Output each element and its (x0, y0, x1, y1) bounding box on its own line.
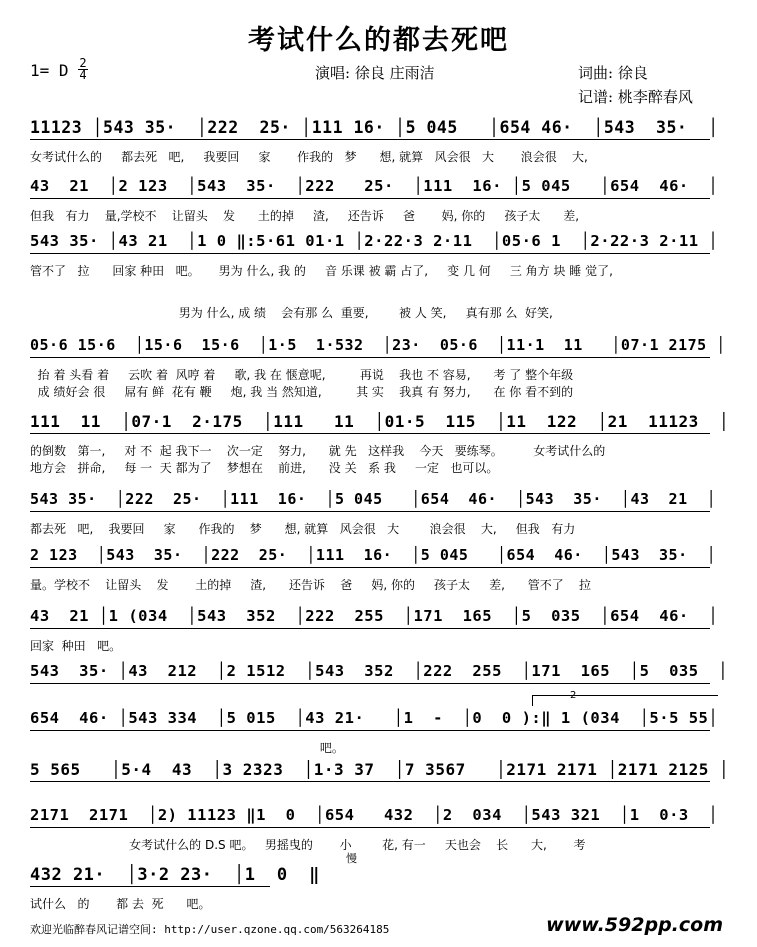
notation-line: 543 35· │222 25· │111 16· │5 045 │654 46· │543 35· │43 21 │ (30, 490, 717, 508)
notation-line: 05·6 15·6 │15·6 15·6 │1·5 1·532 │23· 05·6 │11·1 11 │07·1 2175 │ (30, 336, 726, 354)
composer: 词曲: 徐良 (578, 64, 648, 82)
beam-line (30, 433, 710, 435)
beam-line (30, 886, 270, 888)
beam-line (30, 357, 710, 359)
lyric-line: 女考试什么的 都去死 吧, 我要回 家 作我的 梦 想, 就算 风会很 大 浪会很 大, (30, 150, 588, 164)
beam-line (30, 567, 710, 569)
volta-bracket (532, 695, 718, 706)
lyric-line: 的倒数 第一, 对 不 起 我下一 次一定 努力, 就 先 这样我 今天 要练琴。 女考试什么的 (30, 444, 606, 458)
lyric-line-second: 地方会 拼命, 每 一 天 都为了 梦想在 前进, 没 关 系 我 一定 也可以。 (30, 461, 499, 475)
notation-line: 543 35· │43 212 │2 1512 │543 352 │222 255 │171 165 │5 035 │ (30, 662, 729, 680)
slow-marking: 慢 (346, 852, 357, 865)
song-title: 考试什么的都去死吧 (248, 25, 509, 56)
meter-top: 2 (79, 56, 87, 70)
notation-line: 43 21 │1 (034 │543 352 │222 255 │171 165 │5 035 │654 46· │ (30, 607, 719, 625)
beam-line (30, 511, 710, 513)
lyric-line: 吧。 (30, 741, 344, 755)
lyric-line: 但我 有力 量,学校不 让留头 发 土的掉 渣, 还告诉 爸 妈, 你的 孩子太 差, (30, 209, 580, 223)
beam-line (30, 198, 710, 200)
lyric-line: 试什么 的 都 去 死 吧。 (30, 897, 211, 911)
time-signature (78, 58, 88, 81)
notation-line: 11123 │543 35· │222 25· │111 16· │5 045 │654 46· │543 35· │ (30, 118, 719, 137)
meter-bottom: 4 (79, 68, 87, 82)
volta-label: 2 (570, 690, 577, 701)
beam-line (30, 827, 710, 829)
lyric-line: 女考试什么的 D.S 吧。 男摇曳的 小 花, 有一 天也会 长 大, 考 (30, 838, 586, 852)
beam-line (30, 730, 710, 732)
lyric-line: 都去死 吧, 我要回 家 作我的 梦 想, 就算 风会很 大 浪会很 大, 但我 有力 (30, 522, 576, 536)
beam-line (30, 683, 710, 685)
beam-line (30, 139, 710, 141)
beam-line (30, 781, 710, 783)
notation-line: 2171 2171 │2) 11123 ‖1 0 │654 432 │2 034 │543 321 │1 0·3 │ (30, 806, 719, 824)
notation-line: 654 46· │543 334 │5 015 │43 21· │1 - │0 0 ):‖ 1 (034 │5·5 55│ (30, 709, 719, 727)
beam-line (30, 628, 710, 630)
notation-line: 5 565 │5·4 43 │3 2323 │1·3 37 │7 3567 │2171 2171 │2171 2125 │ (30, 760, 730, 779)
lyric-line: 管不了 拉 回家 种田 吧。 男为 什么, 我 的 音 乐课 被 霸 占了, 变 几 何 三 角方 块 睡 觉了, (30, 264, 613, 278)
lyric-line-second: 成 绩好会 很 屌有 鲜 花有 鞭 炮, 我 当 然知道, 其 实 我真 有 努力, 在 你 看不到的 (30, 385, 574, 399)
singers: 演唱: 徐良 庄雨洁 (315, 64, 435, 82)
lyric-line-second: 男为 什么, 成 绩 会有那 么 重要, 被 人 笑, 真有那 么 好笑, (30, 306, 553, 320)
notation-line: 543 35· │43 21 │1 0 ‖:5·61 01·1 │2·22·3 2·11 │05·6 1 │2·22·3 2·11 │ (30, 232, 719, 250)
footer-text: 欢迎光临醉春风记谱空间: http://user.qzone.qq.com/563264185 (30, 923, 390, 936)
lyric-line: 抬 着 头看 着 云吹 着 风哼 着 歌, 我 在 惬意呢, 再说 我也 不 容易, 考 了 整个年级 (30, 368, 574, 382)
key-signature: 1= D (30, 61, 69, 80)
notation-line: 43 21 │2 123 │543 35· │222 25· │111 16· │5 045 │654 46· │ (30, 177, 719, 195)
beam-line (30, 253, 710, 255)
notation-line: 432 21· │3·2 23· │1 0 ‖ (30, 865, 320, 885)
transcriber: 记谱: 桃李醉春风 (578, 88, 693, 106)
lyric-line: 回家 种田 吧。 (30, 639, 122, 653)
site-watermark: www.592pp.com (546, 914, 723, 936)
notation-line: 2 123 │543 35· │222 25· │111 16· │5 045 │654 46· │543 35· │ (30, 546, 717, 564)
lyric-line: 量。学校不 让留头 发 土的掉 渣, 还告诉 爸 妈, 你的 孩子太 差, 管不了 拉 (30, 578, 592, 592)
notation-line: 111 11 │07·1 2·175 │111 11 │01·5 115 │11 122 │21 11123 │ (30, 412, 730, 431)
